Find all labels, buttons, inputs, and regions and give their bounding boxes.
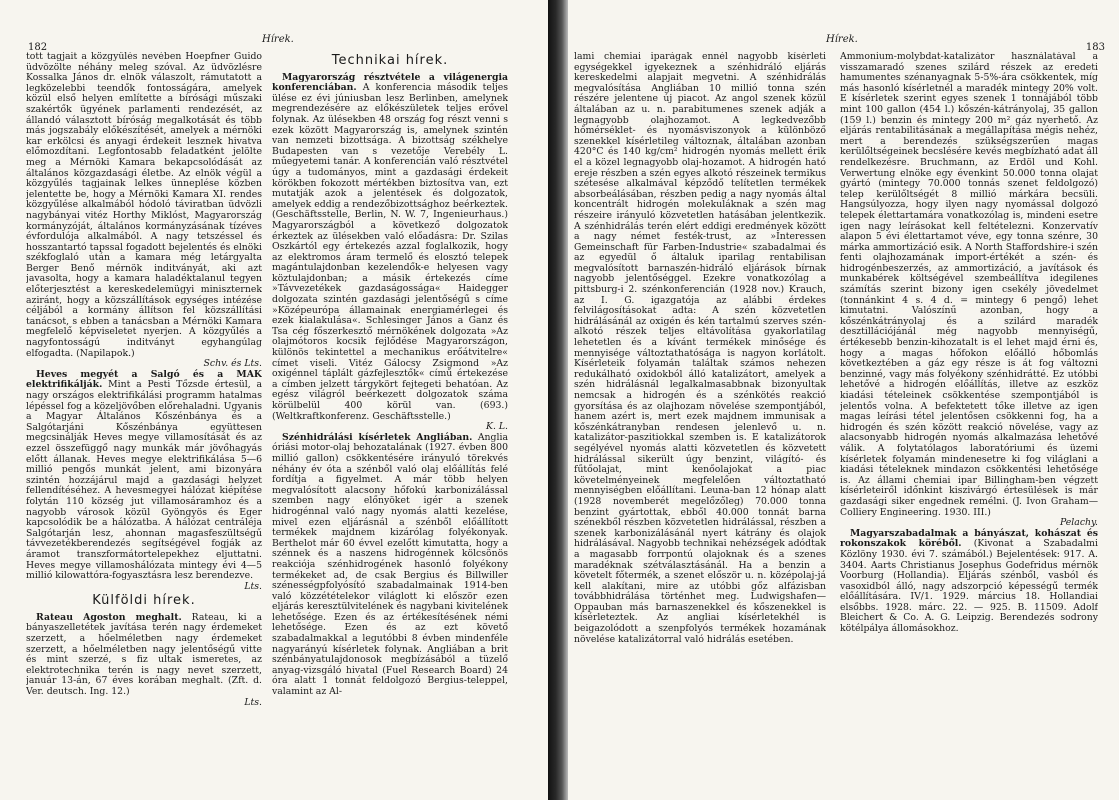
- right-column-1: [574, 52, 826, 792]
- left-page: [0, 0, 548, 800]
- section-heading-technical-news: Technikai hírek.: [331, 53, 449, 68]
- article-body: lami chemiai iparágak ennél nagyobb kísérleti egységekkel igyekeznek a szénhidráló eljárás kereskedelmi alapjait megvetni. A szénhidrálás megvalósítása Angliában 10 millió tonna szén részére jelentene új piacot. Az angol szenek közül általában az u. n. parabitumenes szenek adják a legnagyobb olajhozamot. A legkedvezőbb hőmérséklet- és nyomásviszonyok a különböző szenekkel kísérletileg változnak, általában azonban 420°C és 140 kg/cm² hidrogén nyomás mellett érik el a közel legnagyobb olaj-hozamot. A hidrogén ható ereje részben a szén egyes alkotó részeinek termikus szétesése alkalmával képződő telítetlen termékek absorbeálásában, részben pedig a nagy nyomás által koncentrált hidrogén molekuláknak a szén mag részeire irányuló közvetetlen hatásában jelentkezik. A szénhidrálás terén elért eddigi eredmények között a nagy német festék-trust, az »Interessen Gemeinschaft für Farben-Industrie« szabadalmai és az egyedül ő általuk iparilag rentabilisan megvalósított barnaszén-hidráló eljárások bírnak nagyobb jelentőséggel. Ezekre vonatkozólag a pittsburg-i 2. szénkonferencián (1928 nov.) Krauch, az I. G. igazgatója az alábbi érdekes felvilágosításokat adta: A szén közvetetlen hidrálásánál az oxigén és kén tartalmú szerves szén-alkotó részek teljes eltávolítása gyakorlatilag lehetetlen és a kívánt termékek minősége és mennyisége változtathatósága is nagyon korlátolt. Kísérleteik folyamán találtak számos nehezen redukálható oxidokból álló katalizátort, amelyek a szén hidrálásnál legalkalmasabbnak bizonyultak nemcsak a hidrogén és a szénkötés reakció gyorsítása és az olajhozam növelése szempontjából, hanem azért is, mert ezek majdnem immunisak a kőszénkátranyban rendesen jelenlevő u. n. katalizátor-paszitiokkal szemben is. E katalizátorok segélyével nyomás alatti közvetetlen és közvetett hidrálással sikerült úgy benzint, világító- és fűtőolajat, mint kenőolajokat a piac követelményeinek megfelelően változtatható mennyiségben előállítani. Leuna-ban 12 hónap alatt (1928 novemberét megelőzőleg) 70.000 tonna benzint gyártottak, ebből 40.000 tonnát barna szénekből részben közvetetlen hidrálással, részben a szenek karbonizálásánál nyert kátrány és olajok hidrálásával. Nagyobb technikai nehézségek adódtak a magasabb forrpontú olajoknak és a szenes maradéknak szétválasztásánál. Ha a benzin a követelt főtermék, a szenet először u. n. középolaj-já kell alakítani, mire az utóbbi gőz alfázisban továbbhidrálása történhet meg. Ludwigshafen—Oppauban más barnaszenekkel és kőszenekkel is kísérleteztek. Az angliai kísérletekhél is beigazolódott a szenpfolyós termékek hozamának növelése katalizátorral való hidrálás esetében.: [574, 52, 826, 645]
- article-body: Magyarország résztvétele a világenergia konferenciában. A konferencia második teljes ülése ez évi júniusban lesz Berlinben, amelynek megrendezésére az előkészületek teljes erővel folynak. Az ülésekben 48 ország fog részt venni s ezek között Magyarország is, amelynek szintén van nemzeti bizottsága. A bizottság székhelye Budapesten van s vezetője Verebély L. műegyetemi tanár. A konferencián való résztvétel úgy a tudományos, mint a gazdasági érdekeit körökben fokozott mértékben biztosítva van, ezt mutatják azok a jelentések és dolgozatok, amelyek eddig a rendezőbizottsághoz beérkeztek. (Geschäftsstelle, Berlin, N. W. 7, Ingenieurhaus.) Magyarországból a következő dolgozatok érkeztek az ülésekben való előadásra: Dr. Szilas Oszkártól egy értekezés azzal foglalkozik, hogy az elektromos áram termelő és elosztó telepek magántulajdonban kezelendők-e helyesen vagy köztulajdonban; a másik értekezés címe »Távvezetékek gazdaságossága« Haidegger dolgozata szintén gazdasági jelentőségű s címe »Középeurópa államainak energiamérlegei és ezek kialakulása«. Schlesinger János a Ganz és Tsa cég főszerkesztő mérnökének dolgozata »Az olajmótoros kocsik fejlődése Magyarországon, különös tekintettel a mechanikus erőátvitelre« címet viseli. Vitéz Gálocsy Zsigmond »Az oxigénnel táplált gázfejlesztők« című értekezése a címben jelzett tárgykört fejtegeti behatóan. Az egész világról beérkezett dolgozatok száma körülbelül 400 körül van. (693.) (Weltkraftkonferenz. Geschäftsstelle.) K. L.: [272, 71, 508, 433]
- page-number-left: 182: [28, 42, 48, 53]
- running-head-left: Hírek.: [262, 34, 294, 45]
- article-body: Rateau Agoston meghalt. Rateau, ki a bányaszelletétek javítása terén nagy érdemeket szerzett, a hőelméletben nagy érdemeket szerzett, a hőelméletben nagy jelentőségű vitte és mint szerzé, s fiz ultak ismeretes, az elektrotechnika terén is nagy nevet szerzett, január 13-án, 67 éves korában meghalt. (Zft. d. Ver. deutsch. Ing. 12.) Lts.: [26, 611, 262, 708]
- article-signature: Schv. és Lts.: [203, 358, 262, 370]
- article-body: Ammonium-molybdat-katalizátor használatával a visszamaradó szenes szilárd részek az eredeti hamumentes szénanyagnak 5-5%-ára csökkentek, míg más hasonló kísérletnél a maradék mintegy 20% volt. E kísérletek szerint egyes szenek 1 tonnájából több mint 100 gallon (454 l.) kőszén-kátrányolaj, 35 gallon (159 l.) benzin és mintegy 200 m² gáz nyerhető. Az eljárás rentabilitásának a megállapítása mégis nehéz, mert a berendezés szükségszerűen magas kerülőltségeinek becslésére kevés megbízható adat áll rendelkezésre. Bruchmann, az Erdöl und Kohl. Verwertung elnöke egy évenkint 50.000 tonna olajat gyártó (mintegy 70.000 tonnás szenet feldolgozó) telep kerülőltségét 8 millió márkára becsüli. Hangsúlyozza, hogy ilyen nagy nyomással dolgozó telepek élettartamára vonatkozólag is, mindeni esetre igen nagy leírásokat kell feltételezni. Konzervatív alapon 5 évi élettartamot véve, egy tonna szénre, 30 márka ammortizáció esik. A North Staffordshire-i szén fenti olajhozamának import-értékét a szén- és hidrogénbeszerzés, az ammortizáció, a javítások és munkabérek költségével szembeállítva idegilenes számítás szerint bizony igen csekély jövedelmet (tonnánkint 4 s. 4 d. = mintegy 6 pengő) lehet kimutatni. Valószínű azonban, hogy a kőszénkátrányolaj és a szilárd maradék desztillációjánál még nagyobb mennyiségű, értékesebb benzin-kihozatalt is el lehet majd érni és, hogy a magas hőfokon előálló hőbomlás következtében a gáz egy része is át fog változni benzinné, vagy más folyékony szénhidrátté. Ez utóbbi lehetővé a hidrogén előállítás, illetve az eszköz kiadási tételeinek csökkentése szempontjából is jelentős volna. A befektetett tőke illetve az igen magas leírási tétel jelentősen csökkenni fog, ha a hidrogén és szén között reakció növelése, vagy az alacsonyabb hidrogén nyomás alkalmazása lehetővé válik. A folytatólagos laboratóriumi és üzemi kísérletek folyamán mindenesetre ki fog világlani a kiadási tételeknek mindazon csökkentési lehetősége is. Az állami chemiai ipar Billingham-ben végzett kísérleteiről időnkint kiszivárgó értesülések is már gazdasági siker engednek remélni. (J. Ivon Graham—Colliery Engineering. 1930. III.) Pelachy.: [840, 52, 1098, 529]
- article-lead: Magyarország résztvétele a világenergia konferenciában.: [272, 71, 508, 94]
- page-number-right: 183: [1085, 42, 1105, 53]
- article-lead: Rateau Agoston meghalt.: [36, 611, 182, 623]
- left-column-1: [26, 52, 262, 792]
- article-signature: Lts.: [244, 580, 262, 592]
- right-column-2: [840, 52, 1098, 792]
- article-lead: Magyarszabadalmak a bányászat, kohászat és rokonszakok köréből.: [840, 527, 1098, 550]
- article-signature: K. L.: [486, 421, 508, 433]
- article-signature: Pelachy.: [1059, 517, 1098, 529]
- article-body: Magyarszabadalmak a bányászat, kohászat és rokonszakok köréből. (Kivonat a Szabadalmi Közlöny 1930. évi 7. számából.) Bejelentések: 917. A. 3404. Aarts Christianus Josephus Godefridus mérnök Voorburg (Hollandia). Eljárás szénből, vasból és vasoxidból álló, nagy adszorpció képességű termék előállítására. IV/1. 1929. március 18. Hollandiai elsőbbs. 1928. márc. 22. — 925. B. 11509. Adolf Bleichert & Co. A. G. Leipzig. Berendezés sodrony kötélpálya állomásokhoz.: [840, 527, 1098, 635]
- right-page: [568, 0, 1119, 800]
- book-gutter: [548, 0, 568, 800]
- left-column-2: [272, 52, 508, 792]
- section-heading-foreign-news: Külföldi hírek.: [92, 593, 196, 609]
- article-lead: Szénhidrálási kísérletek Angliában.: [282, 431, 473, 443]
- article-body: Szénhidrálási kísérletek Angliában. Anglia óriási motor-olaj behozatalának (1927. évben 800 millió gallon) csökkentésére irányuló törekvés néhány év óta a szénből való olaj előállítás felé fordítja a figyelmet. A már több helyen megvalósított alacsony hőfokú karbonizálással szemben nagy előnyöket igér a szenek hidrogénnal való nagy nyomás alatti kezelése, mivel ezen eljárásnál a szénből előállított termékek majdnem kizárólag folyékonyak. Berthelot már 60 évvel ezelőtt kimutatta, hogy a szénnek és a naszens hidrogénnek kölcsönös reakciója szénhidrogének hasonló folyékony termékeket ad, de csak Bergius és Billwiller szénességpfolyósító szabadalmainak 1914-ben való közzétételekor világlott ki először ezen eljárás keresztülvitelének és nagybani kivitelének lehetősége. Ezen és az értékesítésének némi lehetősége. Ezen és az ezt követő szabadalmakkal a legutóbbi 8 évben mindenféle nagyarányú kísérletek folynak. Angliában a brit szénbányatulajdonosok megbízásából a tüzelő anyag-vizsgáló hivatal (Fuel Research Board) 24 óra alatt 1 tonnát feldolgozó Bergius-teleppel, valamint az Al-: [272, 431, 508, 698]
- article-body: tott tagjait a közgyűlés nevében Hoepfner Guido üdvözölte néhány meleg szóval. Az üdvözlésre Kossalka János dr. elnök válaszolt, rámutatott a legközelebbi teendők fontosságára, amelyek közül első helyen említette a bírósági műszaki szakértők ügyének parlamenti rendezését, az állandó választott bíróság megalkotását és több más jogszabály előkészítését, amelyek a mérnöki kar erkölcsi és anyagi érdekeit lesznek hivatva előmozdítani. Legfontosabb feladatként jelölte meg a Mérnöki Kamara bekapcsolódását az általános közgazdasági életbe. Az elnök végül a közgyűlés tagjainak lelkes ünneplése közben jelentette be, hogy a Mérnöki Kamara XI. rendes közgyűlése alkalmából hódoló táviratban üdvözli nagybányai vitéz Horthy Miklóst, Magyarország kormányzóját, általános kormányzásának tízéves évfordulója alkalmából. A nagy tetszéssel és hosszantartó tapssal fogadott bejelentés és elnöki székfoglaló után a kamara még letárgyalta Berger Benő mérnök inditványát, aki azt javasolta, hogy a kamara haladéktalanul tegyen előterjesztést a kereskedelemügyi miniszternek aziránt, hogy a közszállítások egységes intézése céljából a kormány állítson fel közszállítási tanácsot, s ebben a tanácsban a Mérnöki Kamara megfelelő képviseletet nyerjen. A közgyűlés a nagyfontosságú inditványt egyhangúlag elfogadta. (Napilapok.) Schv. és Lts.: [26, 52, 262, 370]
- article-lead: Heves megyét a Salgó és a MAK elektrifikálják.: [26, 368, 262, 391]
- article-body: Heves megyét a Salgó és a MAK elektrifikálják. Mint a Pesti Tőzsde értesül, a nagy országos elektrifikálási programm hatalmas lépéssel fog a közeljövőben előrehaladni. Ugyanis a Magyar Általános Kőszénbánya és a Salgótarjáni Kőszénbánya együttesen megcsinálják Heves megye villamosítását és az ezzel összefüggő nagy munkák már jövőhagyás előtt állanak. Heves megye elektrifikálása 5—6 millió pengős munkát jelent, ami bizonyára szintén hozzájárul majd a gazdasági helyzet fellendítéséhez. A hevesmegyei hálózat kiépítése folytán 110 község jut villamosáramhoz és a nagyobb városok közül Gyöngyös és Eger kapcsolódik be a hálózatba. A hálózat centráléja Salgótarján lesz, ahonnan magasfeszültségű távvezetékberendezés segítségével fogják az áramot transzformátortelepekhez eljuttatni. Heves megye villamoshálózata mintegy évi 4—5 millió kilowattóra-fogyasztásra lesz berendezve. Lts.: [26, 368, 262, 592]
- running-head-right: Hírek.: [826, 34, 858, 45]
- article-signature: Lts.: [244, 696, 262, 708]
